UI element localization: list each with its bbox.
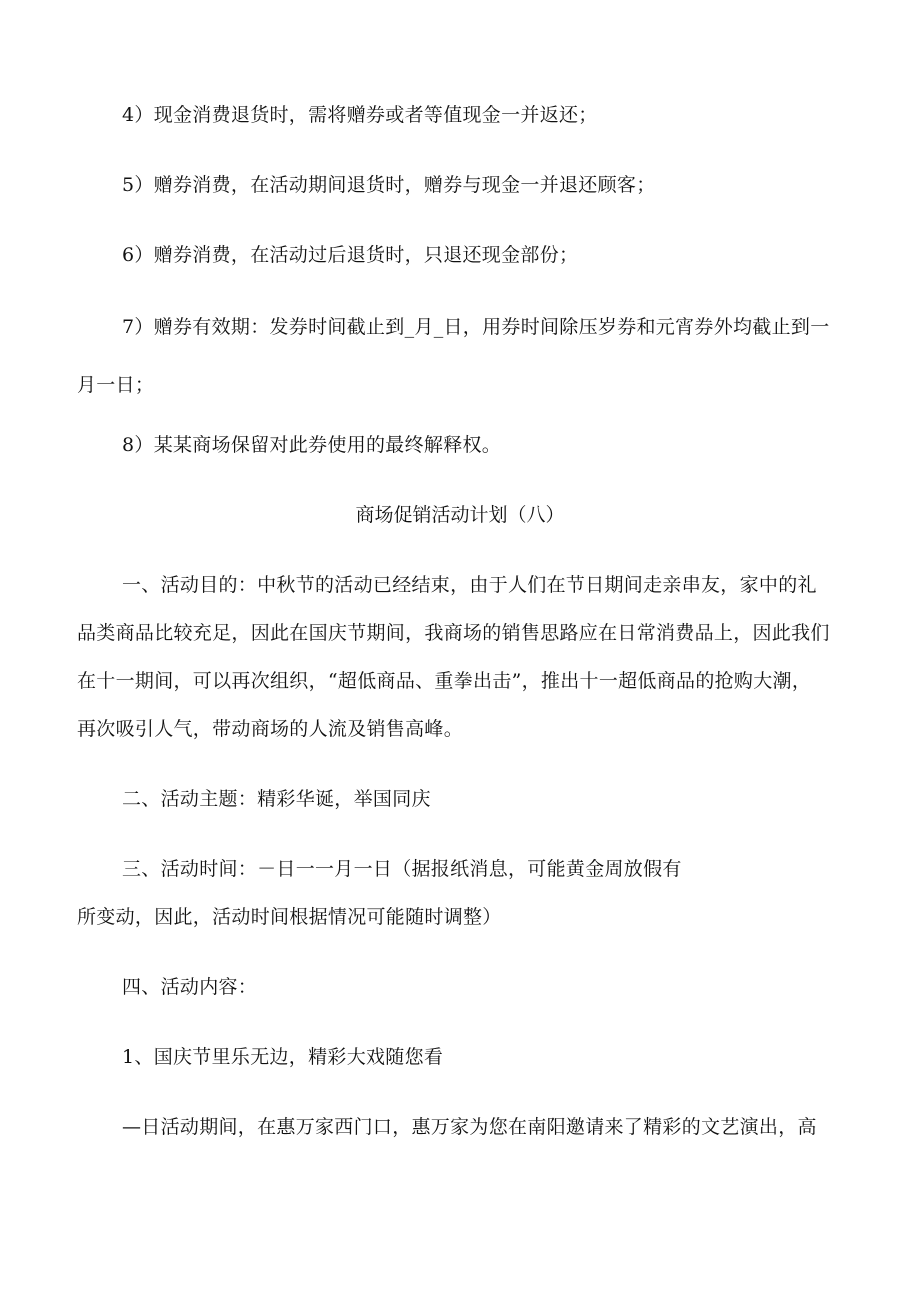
section-title: 商场促销活动计划（八）	[355, 504, 565, 526]
purpose-line-1: 一、活动目的：中秋节的活动已经结束，由于人们在节日期间走亲串友，家中的礼	[122, 574, 817, 596]
theme-line: 二、活动主题：精彩华诞，举国同庆	[122, 788, 431, 810]
time-line-1: 三、活动时间：－日一一月一日（据报纸消息，可能黄金周放假有	[122, 858, 682, 880]
list-item-7-line1: 7）赠券有效期：发券时间截止到_月_日，用券时间除压岁券和元宵券外均截止到一	[122, 316, 830, 338]
list-item-5: 5）赠券消费，在活动期间退货时，赠券与现金一并退还顾客；	[122, 174, 656, 196]
item-1-body: —日活动期间，在惠万家西门口，惠万家为您在南阳邀请来了精彩的文艺演出，高	[122, 1116, 817, 1138]
purpose-line-4: 再次吸引人气，带动商场的人流及销售高峰。	[77, 718, 464, 740]
list-item-4: 4）现金消费退货时，需将赠券或者等值现金一并返还；	[122, 104, 598, 126]
time-line-2: 所变动，因此，活动时间根据情况可能随时调整）	[77, 906, 502, 928]
item-1-heading: 1、国庆节里乐无边，精彩大戏随您看	[122, 1046, 444, 1068]
list-item-7-line2: 月一日；	[77, 374, 155, 396]
content-heading: 四、活动内容：	[122, 976, 258, 998]
purpose-line-2: 品类商品比较充足，因此在国庆节期间，我商场的销售思路应在日常消费品上，因此我们	[77, 622, 830, 644]
purpose-line-3: 在十一期间，可以再次组织，“超低商品、重拳出击”，推出十一超低商品的抢购大潮，	[77, 670, 812, 692]
list-item-8: 8）某某商场保留对此券使用的最终解释权。	[122, 434, 502, 456]
list-item-6: 6）赠券消费，在活动过后退货时，只退还现金部份；	[122, 244, 579, 266]
